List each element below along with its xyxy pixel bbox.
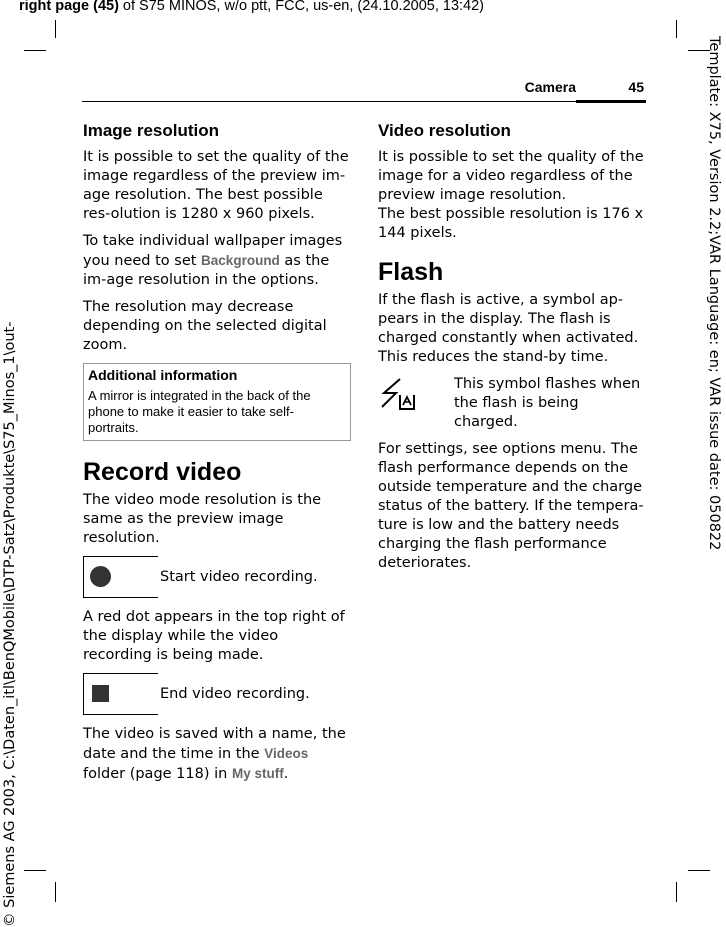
text: . bbox=[283, 766, 289, 782]
crop-mark bbox=[24, 870, 46, 871]
flash-symbol-row bbox=[378, 375, 646, 432]
info-box bbox=[83, 363, 351, 441]
text: It is possible to set the quality of the image for a video regardless of the preview image resolution. bbox=[378, 149, 644, 203]
paragraph: The best possible resolution is 176 x 144 pixels. bbox=[378, 206, 644, 241]
keyword-background: Background bbox=[201, 253, 280, 268]
paragraph: For settings, see options menu. The flash performance depends on the outside temperature and the charge status of the battery. If the tempera-ture is low and the battery needs charging the flash performance deteriorates. bbox=[378, 441, 644, 571]
keyword-videos: Videos bbox=[264, 746, 309, 761]
page-header bbox=[82, 76, 646, 102]
print-job-page: right page (45) bbox=[19, 0, 119, 14]
print-job-line bbox=[19, 0, 484, 14]
heading-record-video: Record video bbox=[83, 458, 242, 486]
info-box-text: A mirror is integrated in the back of the phone to make it easier to take self-portraits. bbox=[88, 388, 311, 435]
template-info-vertical bbox=[704, 36, 724, 596]
stop-button-icon bbox=[83, 673, 158, 715]
start-recording-label: Start video recording. bbox=[160, 568, 318, 585]
template-info-text: Template: X75, Version 2.2;VAR Language: en; VAR issue date: 050822 bbox=[706, 36, 722, 551]
text: as the im-age resolution in the options. bbox=[83, 253, 330, 288]
paragraph bbox=[83, 232, 351, 290]
heading-flash: Flash bbox=[378, 258, 444, 286]
header-rule bbox=[82, 101, 576, 102]
heading-video-resolution: Video resolution bbox=[378, 121, 511, 140]
flash-symbol-text: This symbol flashes when the flash is being charged. bbox=[454, 376, 641, 430]
keyword-my-stuff: My stuff bbox=[231, 766, 284, 781]
header-rule-bold bbox=[576, 100, 646, 103]
section-title: Camera bbox=[524, 79, 576, 95]
paragraph bbox=[83, 725, 351, 784]
text: folder (page 118) in bbox=[83, 766, 232, 782]
print-job-info: of S75 MINOS, w/o ptt, FCC, us-en, (24.10.2005, 13:42) bbox=[118, 0, 484, 14]
flash-charging-icon bbox=[378, 375, 454, 417]
crop-mark bbox=[676, 20, 677, 38]
paragraph: If the flash is active, a symbol ap-pears in the display. The flash is charged constantly when activated. This reduces the stand-by time. bbox=[378, 292, 639, 365]
crop-mark bbox=[55, 882, 56, 902]
end-recording-label: End video recording. bbox=[160, 685, 310, 702]
paragraph: It is possible to set the quality of the image regardless of the preview im-age resolution. The best possible res-olution is 1280 x 960 pixels. bbox=[83, 149, 349, 222]
page-number: 45 bbox=[628, 79, 644, 95]
crop-mark bbox=[55, 20, 56, 38]
end-recording-row bbox=[83, 673, 351, 715]
paragraph: The video mode resolution is the same as the preview image resolution. bbox=[83, 492, 322, 546]
copyright-text: © Siemens AG 2003, C:\Daten_itl\BenQMobile\DTP-Satz\Produkte\S75_Minos_1\out- bbox=[2, 321, 18, 927]
crop-mark bbox=[676, 882, 677, 902]
text: The video is saved with a name, the date and the time in the bbox=[83, 726, 346, 762]
text: To take individual wallpaper images you need to set bbox=[83, 233, 343, 269]
paragraph bbox=[378, 148, 646, 205]
heading-image-resolution: Image resolution bbox=[83, 121, 220, 140]
crop-mark bbox=[688, 870, 710, 871]
left-column bbox=[83, 120, 351, 792]
crop-mark bbox=[24, 50, 46, 51]
start-recording-row bbox=[83, 556, 351, 598]
info-box-title: Additional information bbox=[88, 367, 238, 383]
paragraph: The resolution may decrease depending on the selected digital zoom. bbox=[83, 299, 327, 353]
paragraph: A red dot appears in the top right of the display while the video recording is being made. bbox=[83, 609, 345, 663]
right-column bbox=[378, 120, 646, 581]
record-button-icon bbox=[83, 556, 158, 598]
